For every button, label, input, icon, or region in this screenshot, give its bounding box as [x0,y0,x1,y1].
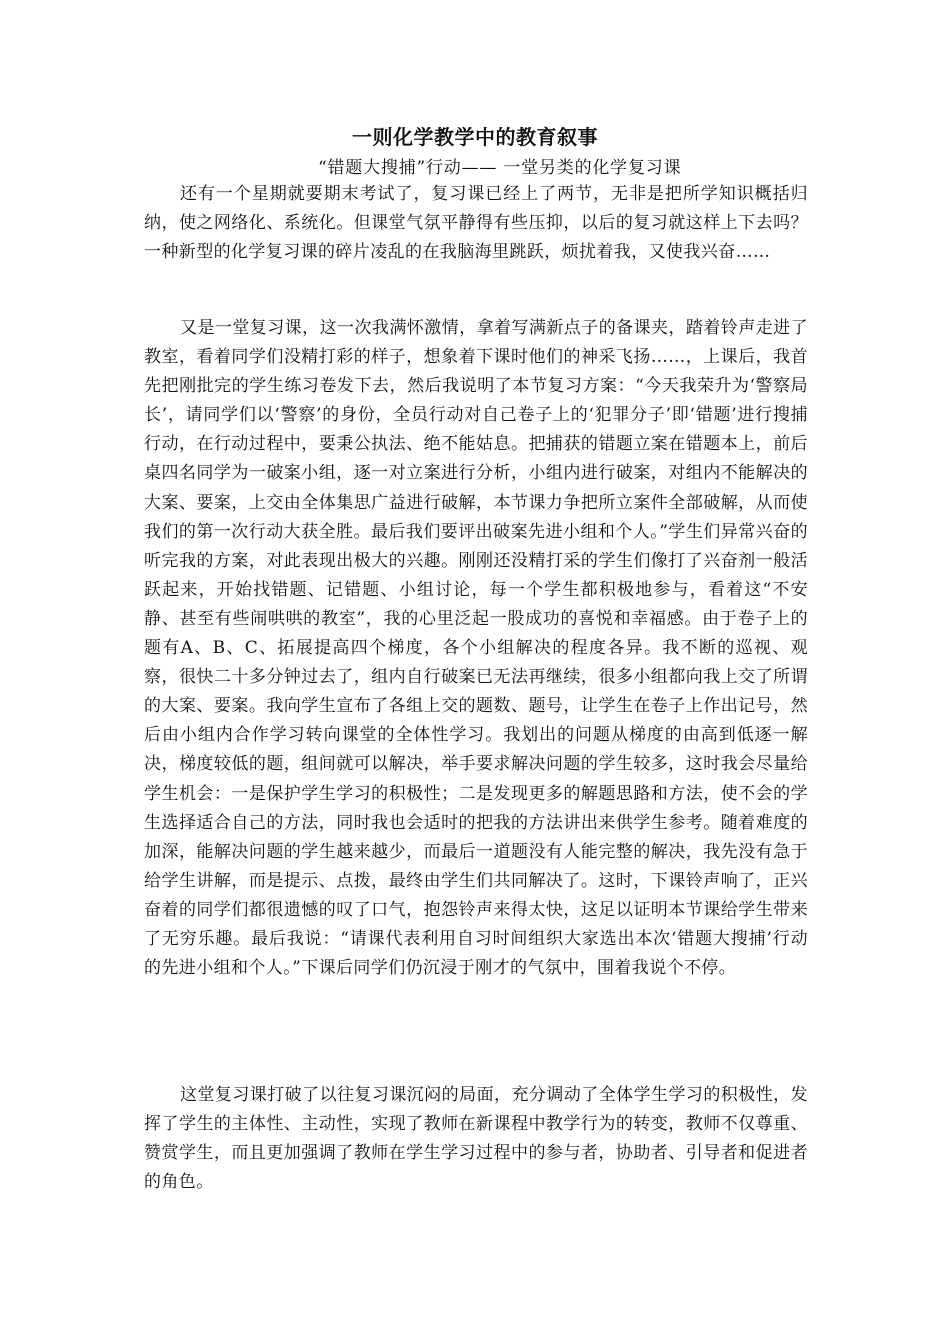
paragraph-lesson: 又是一堂复习课，这一次我满怀激情，拿着写满新点子的备课夹，踏着铃声走进了教室，看着同学们没精打彩的样子，想象着下课时他们的神采飞扬……，上课后，我首先把刚批完的学生练习卷发下去，然后我说明了本节复习方案：“今天我荣升为‘警察局长’，请同学们以‘警察’的身份，全员行动对自己卷子上的‘犯罪分子’即‘错题’进行搜捕行动，在行动过程中，要秉公执法、绝不能姑息。把捕获的错题立案在错题本上，前后桌四名同学为一破案小组，逐一对立案进行分析，小组内进行破案，对组内不能解决的大案、要案，上交由全体集思广益进行破解，本节课力争把所立案件全部破解，从而使我们的第一次行动大获全胜。最后我们要评出破案先进小组和个人。”学生们异常兴奋的听完我的方案，对此表现出极大的兴趣。刚刚还没精打采的学生们像打了兴奋剂一般活跃起来，开始找错题、记错题、小组讨论，每一个学生都积极地参与，看着这“不安静、甚至有些闹哄哄的教室”，我的心里泛起一股成功的喜悦和幸福感。由于卷子上的题有A、B、C、拓展提高四个梯度，各个小组解决的程度各异。我不断的巡视、观察，很快二十多分钟过去了，组内自行破案已无法再继续，很多小组都向我上交了所谓的大案、要案。我向学生宣布了各组上交的题数、题号，让学生在卷子上作出记号，然后由小组内合作学习转向课堂的全体性学习。我划出的问题从梯度的由高到低逐一解决，梯度较低的题，组间就可以解决，举手要求解决问题的学生较多，这时我会尽量给学生机会：一是保护学生学习的积极性；二是发现更多的解题思路和方法，使不会的学生选择适合自己的方法，同时我也会适时的把我的方法讲出来供学生参考。随着难度的加深，能解决问题的学生越来越少，而最后一道题没有人能完整的解决，我先没有急于给学生讲解，而是提示、点拨，最终由学生们共同解决了。这时，下课铃声响了，正兴奋着的同学们都很遗憾的叹了口气，抱怨铃声来得太快，这足以证明本节课给学生带来了无穷乐趣。最后我说：“请课代表利用自习时间组织大家选出本次‘错题大搜捕’行动的先进小组和个人。”下课后同学们仍沉浸于刚才的气氛中，围着我说个不停。 [144,318,808,979]
paragraph-reflection: 这堂复习课打破了以往复习课沉闷的局面，充分调动了全体学生学习的积极性，发挥了学生的主体性、主动性，实现了教师在新课程中教学行为的转变，教师不仅尊重、赞赏学生，而且更加强调了教师在学生学习过程中的参与者，协助者、引导者和促进者的角色。 [144,1085,808,1193]
document-title: 一则化学教学中的教育叙事 [352,125,598,149]
document-subtitle: “错题大搜捕”行动—— 一堂另类的化学复习课 [318,158,682,178]
paragraph-intro: 还有一个星期就要期末考试了，复习课已经上了两节，无非是把所学知识概括归纳，使之网络化、系统化。但课堂气氛平静得有些压抑，以后的复习就这样上下去吗？一种新型的化学复习课的碎片凌乱的在我脑海里跳跃，烦扰着我，又使我兴奋…… [144,184,808,263]
